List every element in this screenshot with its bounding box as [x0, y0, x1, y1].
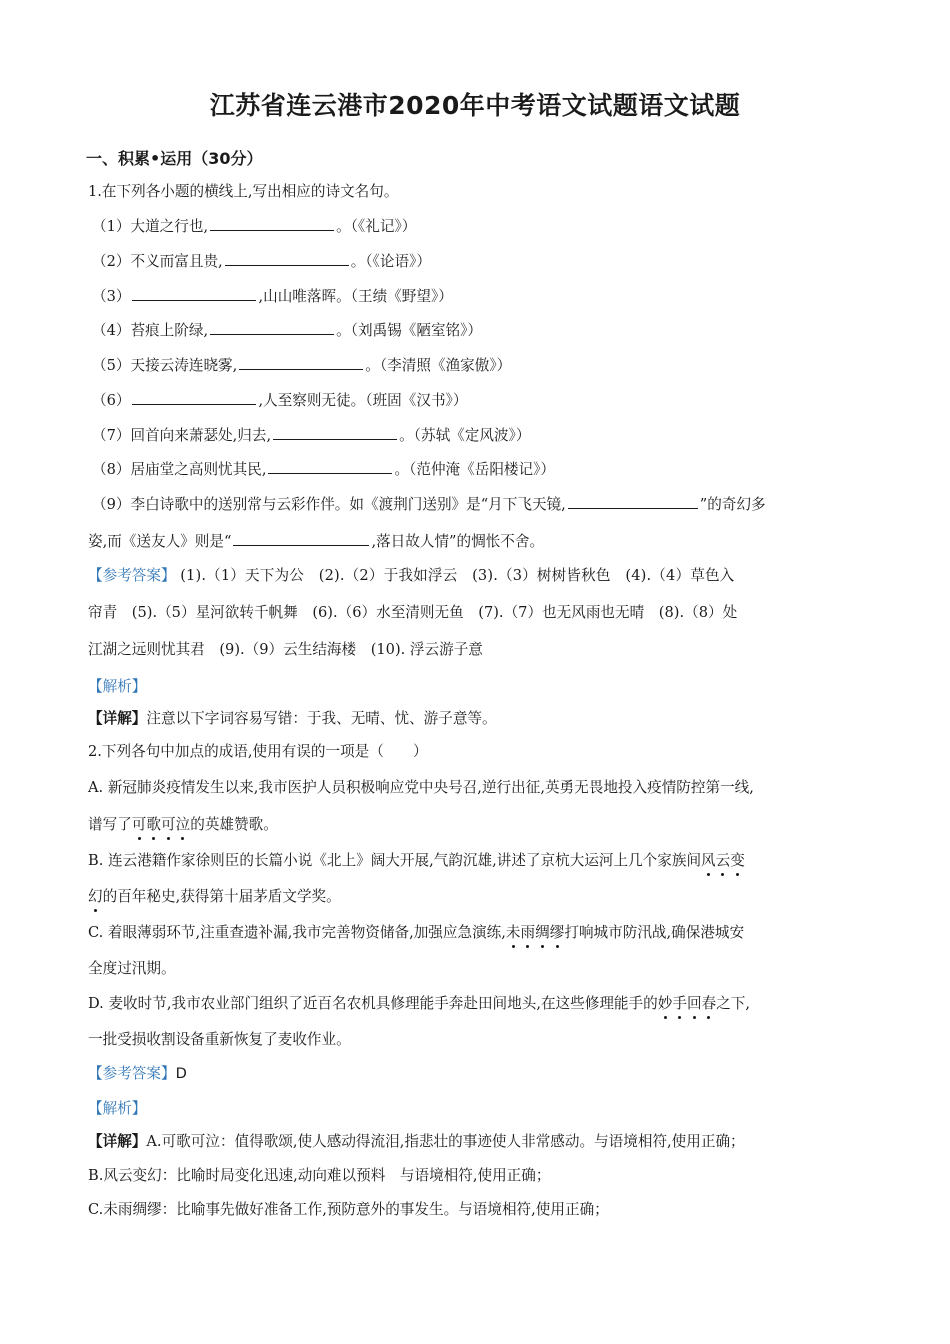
dotted-char: 缪 [549, 924, 565, 941]
answer-line: 江湖之远则忧其君 (9).（9）云生结海楼 (10). 浮云游子意 [88, 641, 483, 658]
dotted-char: 可 [161, 816, 176, 833]
dotted-idiom [658, 995, 716, 1012]
answer-line: 帘青 (5).（5）星河欲转千帆舞 (6).（6）水至清则无鱼 (7).（7）也无风雨也无晴 (8).（8）处 [88, 604, 738, 621]
detail-line: B.风云变幻：比喻时局变化迅速,动向难以预料 与语境相符,使用正确； [88, 1167, 551, 1184]
dotted-char: 可 [131, 816, 147, 833]
answer-value: D [175, 1065, 187, 1082]
question-1-item: （2）不义而富且贵, 。（《论语》） [92, 253, 431, 270]
dotted-char: 泣 [175, 816, 191, 833]
dotted-idiom [506, 924, 564, 941]
question-1-item: （4）苔痕上阶绿, 。（刘禹锡《陋室铭》） [92, 322, 483, 339]
analysis-label: 【解析】 [88, 1100, 147, 1117]
answer-blank[interactable] [210, 320, 334, 335]
question-1-item: （6） ,人至察则无徒。（班固《汉书》） [92, 392, 468, 409]
analysis-label: 【解析】 [88, 678, 147, 695]
dotted-idiom: 幻 [88, 888, 103, 905]
question-1-item: （7）回首向来萧瑟处,归去, 。（苏轼《定风波》） [92, 427, 531, 444]
question-2-stem: 2.下列各句中加点的成语,使用有误的一项是（ ） [88, 743, 428, 760]
option-c-cont: 全度过汛期。 [88, 960, 176, 977]
answer-blank[interactable] [225, 251, 349, 266]
detail-line: 【详解】注意以下字词容易写错：于我、无晴、忧、游子意等。 [88, 710, 497, 727]
dotted-char: 回 [686, 995, 702, 1012]
dotted-char: 手 [672, 995, 687, 1012]
section-heading: 一、积累•运用（30分） [86, 149, 263, 168]
option-c: C. 着眼薄弱环节,注重查遗补漏,我市完善物资储备,加强应急演练,未雨绸缪打响城市防汛战,确保港城安 [88, 924, 745, 941]
option-d-cont: 一批受损收割设备重新恢复了麦收作业。 [88, 1031, 351, 1048]
option-a: A. 新冠肺炎疫情发生以来,我市医护人员积极响应党中央号召,逆行出征,英勇无畏地投入疫情防控第一线, [88, 779, 754, 796]
dotted-idiom [701, 852, 745, 869]
answer-blank[interactable] [568, 494, 698, 509]
question-1-item: （5）天接云涛连晓雾, 。（李清照《渔家傲》） [92, 357, 512, 374]
dotted-char: 未 [505, 924, 521, 941]
answer-blank[interactable] [268, 459, 392, 474]
question-1-stem: 1.在下列各小题的横线上,写出相应的诗文名句。 [88, 183, 399, 200]
detail-line: C.未雨绸缪：比喻事先做好准备工作,预防意外的事发生。与语境相符,使用正确； [88, 1201, 609, 1218]
question-1-item: （3） ,山山唯落晖。（王绩《野望》） [92, 288, 453, 305]
answer-line [88, 1064, 187, 1084]
option-d: D. 麦收时节,我市农业部门组织了近百名农机具修理能手奔赴田间地头,在这些修理能手的妙手回春之下, [88, 995, 750, 1012]
dotted-char: 春 [701, 995, 717, 1012]
page-title: 江苏省连云港市2020年中考语文试题语文试题 [209, 91, 741, 120]
dotted-char: 雨 [520, 924, 536, 941]
dotted-char: 歌 [146, 816, 162, 833]
detail-line: 【详解】A.可歌可泣：值得歌颂,使人感动得流泪,指悲壮的事迹使人非常感动。与语境相符,使用正确； [88, 1133, 745, 1150]
question-1-item: （1）大道之行也, 。（《礼记》） [92, 218, 417, 235]
dotted-idiom [132, 816, 190, 833]
option-a-cont: 谱写了可歌可泣的英雄赞歌。 [88, 816, 278, 833]
answer-blank[interactable] [273, 425, 397, 440]
question-1-item: （8）居庙堂之高则忧其民, 。（范仲淹《岳阳楼记》） [92, 461, 555, 478]
answer-blank[interactable] [132, 286, 256, 301]
answer-label: 【参考答案】 [88, 567, 176, 584]
answer-line: 【参考答案】 (1).（1）天下为公 (2).（2）于我如浮云 (3).（3）树树皆秋色 (4).（4）草色入 [88, 567, 735, 584]
dotted-char: 云 [715, 852, 731, 869]
answer-blank[interactable] [233, 531, 369, 546]
option-b-cont: 幻的百年秘史,获得第十届茅盾文学奖。 [88, 888, 341, 905]
dotted-char: 风 [701, 852, 716, 869]
answer-blank[interactable] [239, 355, 363, 370]
dotted-char: 变 [730, 852, 745, 869]
dotted-char: 妙 [657, 995, 673, 1012]
answer-blank[interactable] [132, 390, 256, 405]
answer-label: 【参考答案】 [88, 1065, 176, 1082]
option-b: B. 连云港籍作家徐则臣的长篇小说《北上》阔大开展,气韵沉雄,讲述了京杭大运河上几个家族间风云变 [88, 852, 745, 869]
dotted-char: 绸 [535, 924, 550, 941]
answer-blank[interactable] [210, 216, 334, 231]
question-1-item-9-cont: 姿,而《送友人》则是“ ,落日故人情”的惆怅不舍。 [88, 533, 545, 550]
question-1-item-9: （9）李白诗歌中的送别常与云彩作伴。如《渡荆门送别》是“月下飞天镜, ”的奇幻多 [92, 496, 766, 513]
